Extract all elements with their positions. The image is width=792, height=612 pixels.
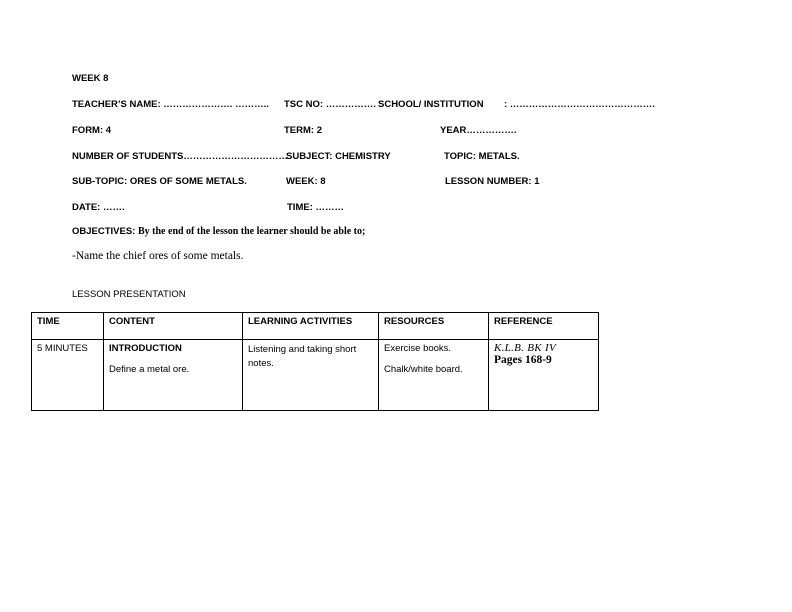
school-value: : ………………………………………. [504, 99, 655, 110]
date-field: DATE: ……. [72, 202, 125, 213]
week-field: WEEK: 8 [286, 176, 326, 187]
resource-item: Chalk/white board. [384, 364, 463, 375]
lesson-number-field: LESSON NUMBER: 1 [445, 176, 540, 187]
lesson-presentation-heading: LESSON PRESENTATION [72, 289, 186, 300]
header-reference: REFERENCE [489, 313, 599, 340]
number-of-students-field: NUMBER OF STUDENTS…………………………… [72, 151, 288, 162]
objectives-text: By the end of the lesson the learner should be able to; [138, 226, 366, 237]
week-title: WEEK 8 [72, 73, 109, 84]
teacher-name-field: TEACHER’S NAME: …………………. ……….. [72, 99, 269, 110]
header-learning-activities: LEARNING ACTIVITIES [243, 313, 379, 340]
activities-text: Listening and taking short notes. [248, 344, 357, 369]
objectives-label: OBJECTIVES: [72, 226, 136, 237]
form-field: FORM: 4 [72, 125, 112, 136]
objective-item: -Name the chief ores of some metals. [72, 250, 244, 262]
cell-time: 5 MINUTES [32, 340, 104, 411]
header-resources: RESOURCES [379, 313, 489, 340]
school-label: SCHOOL/ INSTITUTION [378, 99, 484, 110]
reference-book: K.L.B. BK IV [494, 342, 556, 354]
objectives-line [72, 226, 365, 237]
reference-pages: Pages 168-9 [494, 354, 552, 366]
cell-reference [489, 340, 599, 411]
topic-field: TOPIC: METALS. [444, 151, 520, 162]
cell-content [104, 340, 243, 411]
resource-item: Exercise books. [384, 343, 452, 354]
lesson-table [31, 312, 599, 411]
table-row [32, 340, 599, 411]
subject-field: SUBJECT: CHEMISTRY [286, 151, 391, 162]
header-content: CONTENT [104, 313, 243, 340]
year-field: YEAR……………. [440, 125, 517, 136]
table-header-row [32, 313, 599, 340]
term-field: TERM: 2 [284, 125, 322, 136]
content-title: INTRODUCTION [109, 343, 182, 354]
header-time: TIME [32, 313, 104, 340]
cell-activities [243, 340, 379, 411]
tsc-no-field: TSC NO: ……………. [284, 99, 376, 110]
cell-resources [379, 340, 489, 411]
time-field: TIME: ……… [287, 202, 344, 213]
content-text: Define a metal ore. [109, 364, 190, 375]
sub-topic-field: SUB-TOPIC: ORES OF SOME METALS. [72, 176, 247, 187]
